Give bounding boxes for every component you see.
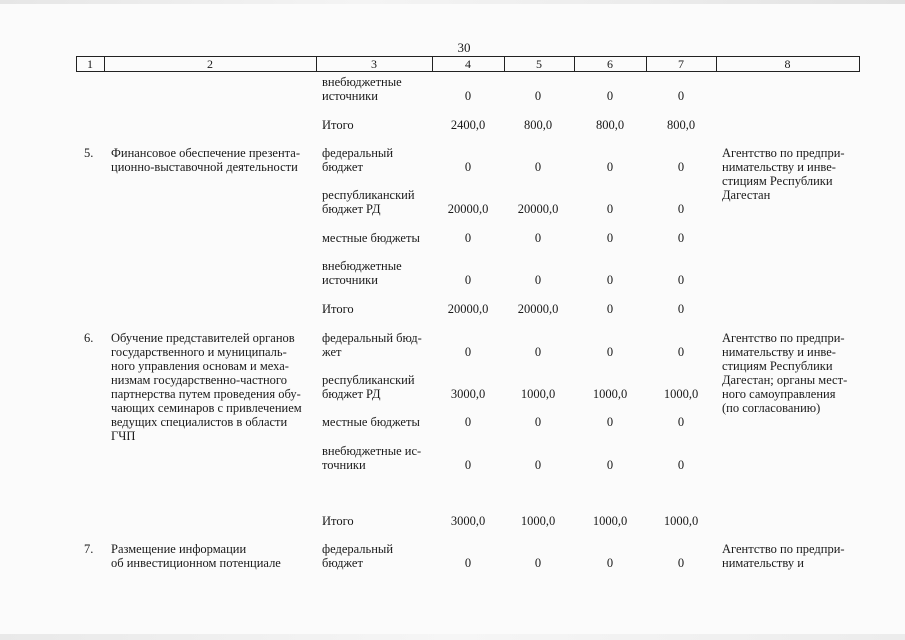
value-cell: 0 [606,302,614,316]
value-cell: 0 [677,458,685,472]
header-col-5: 5 [536,57,542,71]
scan-edge-bottom [0,634,905,640]
item-name: об инвестиционном потенциале [111,556,281,570]
value-cell: 1000,0 [592,514,628,528]
executor-text: Дагестан; органы мест- [722,373,848,387]
executor-text: нимательству и [722,556,804,570]
executor-text: нимательству и инве- [722,160,836,174]
table-header-divider [859,56,860,72]
value-cell: 1000,0 [663,514,699,528]
source-label: местные бюджеты [322,231,420,245]
item-name: чающих семинаров с привлечением [111,401,302,415]
header-col-3: 3 [371,57,377,71]
item-name: низмам государственно-частного [111,373,287,387]
value-cell: 0 [677,302,685,316]
value-cell: 800,0 [595,118,625,132]
value-cell: 3000,0 [450,387,486,401]
value-cell: 20000,0 [447,302,489,316]
source-label: внебюджетные [322,75,402,89]
value-cell: 1000,0 [663,387,699,401]
value-cell: 0 [606,345,614,359]
source-label: источники [322,89,378,103]
source-label: федеральный бюд- [322,331,422,345]
value-cell: 1000,0 [520,387,556,401]
value-cell: 0 [534,345,542,359]
item-name: ведущих специалистов в области [111,415,288,429]
source-label: точники [322,458,366,472]
value-cell: 0 [606,160,614,174]
source-label: источники [322,273,378,287]
value-cell: 0 [464,415,472,429]
value-cell: 0 [677,556,685,570]
value-cell: 0 [677,415,685,429]
value-cell: 1000,0 [592,387,628,401]
header-col-2: 2 [207,57,213,71]
item-name: ционно-выставочной деятельности [111,160,298,174]
source-label: федеральный [322,542,394,556]
item-name: Размещение информации [111,542,247,556]
executor-text: Агентство по предпри- [722,542,845,556]
executor-text: Дагестан [722,188,771,202]
executor-text: Агентство по предпри- [722,146,845,160]
scan-edge-top [0,0,905,4]
source-label: бюджет [322,160,363,174]
executor-text: Агентство по предпри- [722,331,845,345]
value-cell: 0 [606,202,614,216]
executor-text: стициям Республики [722,359,833,373]
value-cell: 0 [464,160,472,174]
value-cell: 0 [534,415,542,429]
value-cell: 0 [534,273,542,287]
value-cell: 1000,0 [520,514,556,528]
item-number: 6. [84,331,94,345]
value-cell: 20000,0 [517,302,559,316]
value-cell: 0 [464,273,472,287]
item-name: Обучение представителей органов [111,331,295,345]
value-cell: 0 [606,273,614,287]
value-cell: 0 [677,345,685,359]
value-cell: 2400,0 [450,118,486,132]
source-label: бюджет РД [322,387,381,401]
value-cell: 0 [606,556,614,570]
source-label: республиканский [322,373,415,387]
source-label: республиканский [322,188,415,202]
value-cell: 0 [464,231,472,245]
value-cell: 800,0 [523,118,553,132]
value-cell: 0 [677,273,685,287]
header-col-8: 8 [784,57,791,71]
value-cell: 0 [464,89,472,103]
executor-text: ного самоуправления [722,387,836,401]
value-cell: 0 [534,89,542,103]
value-cell: 0 [534,458,542,472]
header-col-6: 6 [607,57,613,71]
value-cell: 20000,0 [517,202,559,216]
total-label: Итого [322,514,354,528]
source-label: бюджет РД [322,202,381,216]
total-label: Итого [322,118,354,132]
source-label: внебюджетные ис- [322,444,422,458]
source-label: внебюджетные [322,259,402,273]
value-cell: 0 [677,89,685,103]
item-number: 7. [84,542,94,556]
item-number: 5. [84,146,94,160]
executor-text: (по согласованию) [722,401,821,415]
executor-text: стициям Республики [722,174,833,188]
value-cell: 0 [606,458,614,472]
value-cell: 3000,0 [450,514,486,528]
value-cell: 0 [534,160,542,174]
value-cell: 0 [606,415,614,429]
item-name: Финансовое обеспечение презента- [111,146,300,160]
value-cell: 800,0 [666,118,696,132]
value-cell: 0 [606,89,614,103]
page-number: 30 [457,40,471,55]
item-name: партнерства путем проведения обу- [111,387,301,401]
value-cell: 0 [534,231,542,245]
value-cell: 0 [534,556,542,570]
value-cell: 0 [464,556,472,570]
item-name: ного управления основам и меха- [111,359,289,373]
header-col-7: 7 [678,57,684,71]
source-label: жет [322,345,342,359]
source-label: местные бюджеты [322,415,420,429]
value-cell: 0 [677,160,685,174]
value-cell: 0 [606,231,614,245]
item-name: ГЧП [111,429,136,443]
header-col-1: 1 [87,57,93,71]
source-label: бюджет [322,556,363,570]
value-cell: 0 [464,345,472,359]
value-cell: 0 [464,458,472,472]
header-col-4: 4 [465,57,471,71]
source-label: федеральный [322,146,394,160]
executor-text: нимательству и инве- [722,345,836,359]
value-cell: 0 [677,231,685,245]
total-label: Итого [322,302,354,316]
value-cell: 20000,0 [447,202,489,216]
value-cell: 0 [677,202,685,216]
item-name: государственного и муниципаль- [111,345,287,359]
